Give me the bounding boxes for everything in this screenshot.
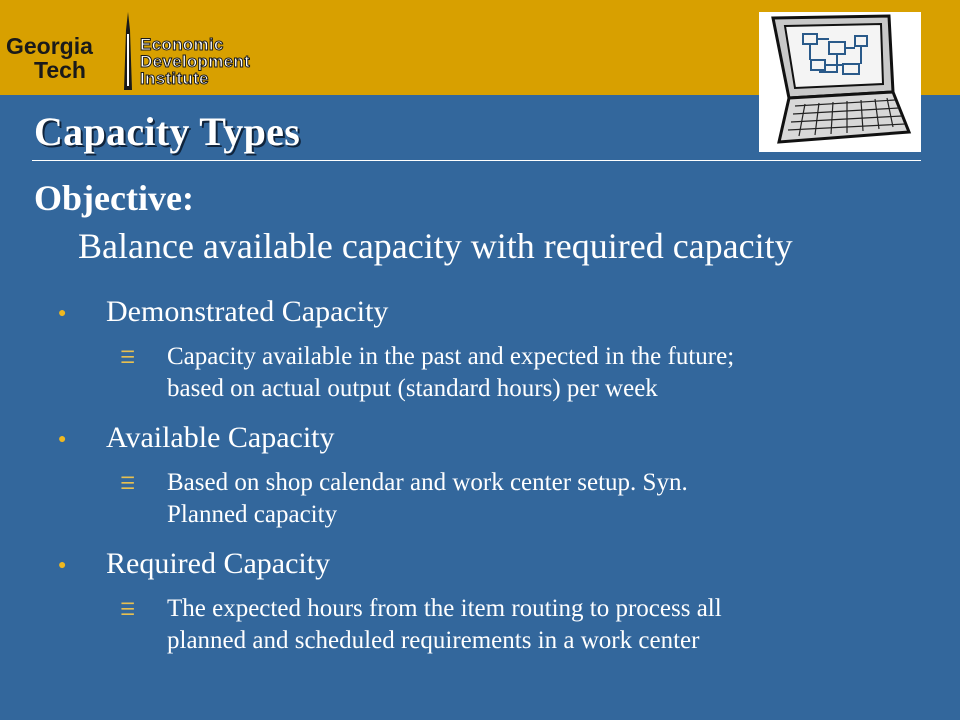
sub-bullet-available (167, 467, 907, 531)
sub-bullet-line: Capacity available in the past and expected in the future; (167, 343, 735, 370)
logo-economic-text: Economic (140, 35, 224, 54)
bullet-heading-demonstrated: Demonstrated Capacity (106, 295, 389, 328)
sub-bullet-line: based on actual output (standard hours) per week (167, 375, 658, 402)
sub-bullet-required (167, 593, 907, 657)
slide-title: Capacity Types (34, 109, 301, 154)
sub-bullet-line: Planned capacity (167, 501, 338, 528)
bullet-dot-icon: ● (58, 432, 67, 447)
bullet-heading-available: Available Capacity (106, 421, 335, 454)
sub-bullet-demonstrated (167, 341, 907, 405)
bullet-dot-icon: ● (58, 306, 67, 321)
sub-bullet-icon: ☰ (120, 600, 136, 620)
logo-georgia-text: Georgia (6, 33, 93, 59)
objective-label: Objective: (34, 178, 194, 218)
sub-bullet-line: The expected hours from the item routing to process all (167, 595, 722, 622)
logo-institute-text: Institute (140, 69, 209, 88)
logo-tech-text: Tech (34, 57, 86, 83)
sub-bullet-line: planned and scheduled requirements in a work center (167, 627, 700, 654)
bullet-dot-icon: ● (58, 558, 67, 573)
bullet-heading-required: Required Capacity (106, 547, 331, 580)
logo-development-text: Development (140, 52, 251, 71)
sub-bullet-icon: ☰ (120, 348, 136, 368)
sub-bullet-line: Based on shop calendar and work center setup. Syn. (167, 469, 688, 496)
objective-text: Balance available capacity with required capacity (78, 226, 793, 266)
sub-bullet-icon: ☰ (120, 474, 136, 494)
